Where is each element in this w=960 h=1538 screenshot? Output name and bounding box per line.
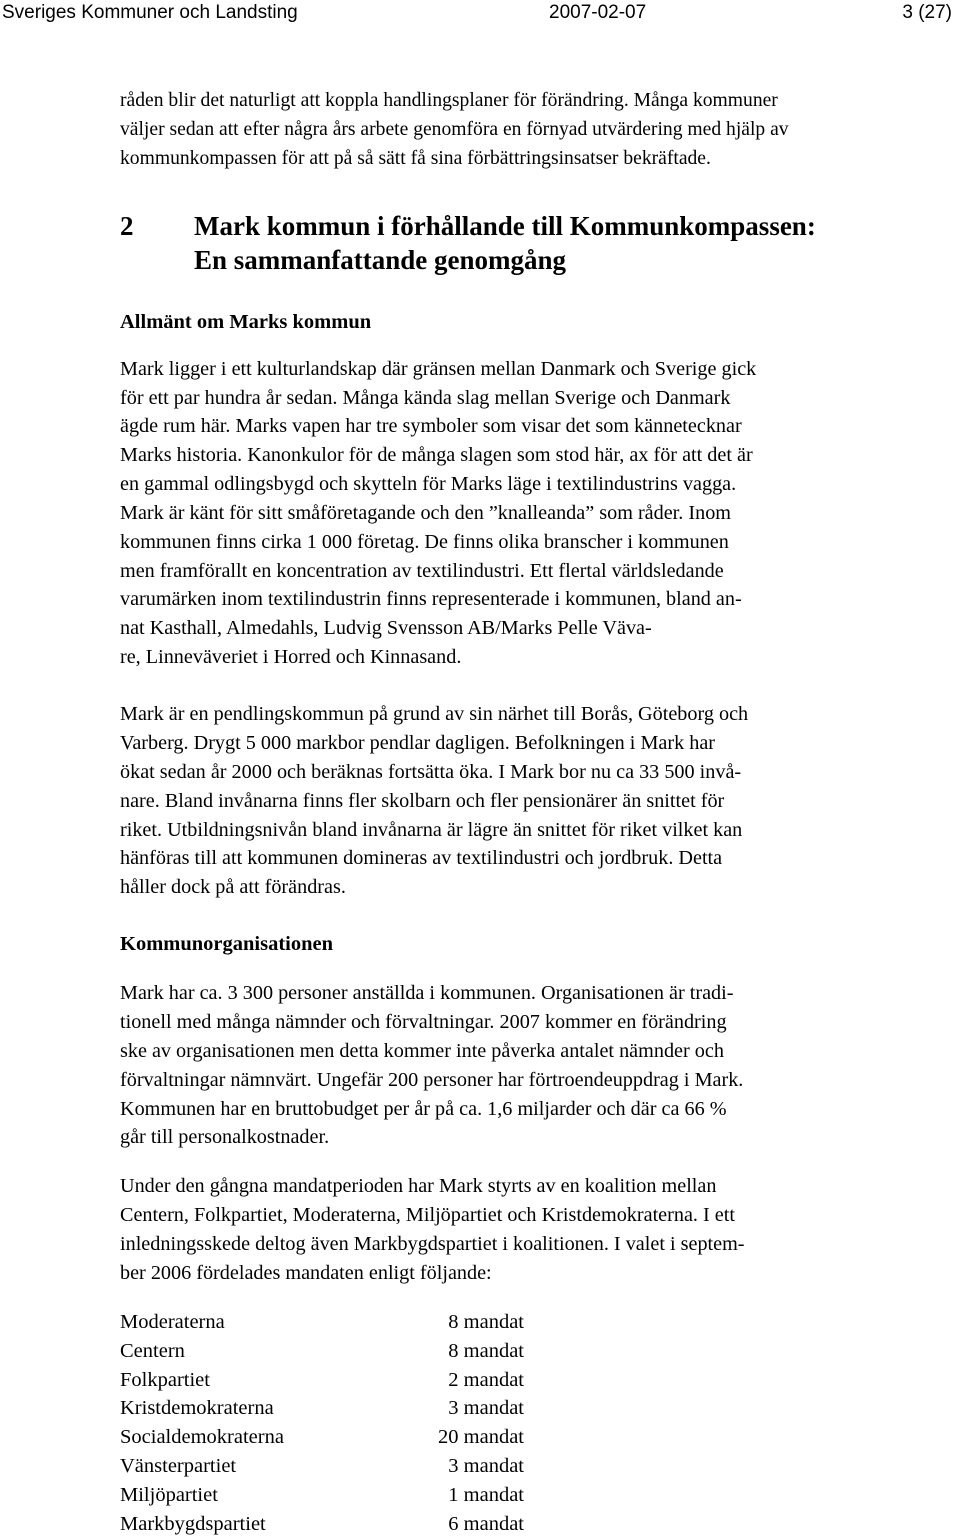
paragraph-line: ägde rum här. Marks vapen har tre symboler som visar det som kännetecknar	[120, 415, 742, 437]
paragraph-line: ökat sedan år 2000 och beräknas fortsätta öka. I Mark bor nu ca 33 500 invå-	[120, 761, 742, 783]
mandate-count: 6 mandat	[448, 1512, 524, 1535]
party-name: Centern	[120, 1339, 185, 1362]
paragraph-line: re, Linneväveriet i Horred och Kinnasand.	[120, 646, 462, 668]
party-name: Markbygdspartiet	[120, 1512, 266, 1535]
paragraph-line: nat Kasthall, Almedahls, Ludvig Svensson AB/Marks Pelle Väva-	[120, 617, 652, 639]
mandate-count: 8 mandat	[448, 1311, 524, 1333]
mandate-count: 20 mandat	[438, 1426, 524, 1449]
paragraph-line: Centern, Folkpartiet, Moderaterna, Miljöpartiet och Kristdemokraterna. I ett	[120, 1204, 735, 1226]
table-row	[120, 1394, 524, 1423]
party-name: Folkpartiet	[120, 1368, 210, 1391]
paragraph-line: för ett par hundra år sedan. Många kända slag mellan Sverige och Danmark	[120, 387, 731, 409]
mandate-count: 3 mandat	[448, 1397, 524, 1420]
mandate-count: 1 mandat	[448, 1483, 524, 1506]
paragraph-line: varumärken inom textilindustrin finns representerade i kommunen, bland an-	[120, 588, 742, 610]
section-title-line-1: Mark kommun i förhållande till Kommunkompassen:	[194, 211, 816, 241]
paragraph-line: Marks historia. Kanonkulor för de många slagen som stod här, ax för att det är	[120, 444, 753, 466]
paragraph-line: Mark är känt för sitt småföretagande och den ”knalleanda” som råder. Inom	[120, 502, 731, 524]
header-page-number: 3 (27)	[902, 2, 952, 23]
paragraph-line: Mark ligger i ett kulturlandskap där gränsen mellan Danmark och Sverige gick	[120, 358, 757, 380]
table-row	[120, 1308, 524, 1337]
paragraph-line: riket. Utbildningsnivån bland invånarna är lägre än snittet för riket vilket kan	[120, 819, 743, 841]
paragraph-line: tionell med många nämnder och förvaltningar. 2007 kommer en förändring	[120, 1011, 727, 1033]
subheading-general: Allmänt om Marks kommun	[120, 311, 372, 333]
paragraph-line: Kommunen har en bruttobudget per år på ca. 1,6 miljarder och där ca 66 %	[120, 1098, 727, 1120]
table-row	[120, 1366, 524, 1395]
paragraph-line: Under den gångna mandatperioden har Mark styrts av en koalition mellan	[120, 1175, 717, 1197]
mandate-count: 2 mandat	[448, 1368, 524, 1391]
paragraph-line: nare. Bland invånarna finns fler skolbarn och fler pensionärer än snittet för	[120, 790, 725, 812]
paragraph-line: ber 2006 fördelades mandaten enligt följande:	[120, 1262, 492, 1284]
paragraph-line: ske av organisationen men detta kommer inte påverka antalet nämnder och	[120, 1040, 724, 1062]
subheading-organization: Kommunorganisationen	[120, 933, 333, 955]
mandate-count: 8 mandat	[448, 1339, 524, 1362]
paragraph-line: kommunen finns cirka 1 000 företag. De finns olika branscher i kommunen	[120, 531, 729, 553]
paragraph-line: Varberg. Drygt 5 000 markbor pendlar dagligen. Befolkningen i Mark har	[120, 732, 715, 754]
paragraph-line: håller dock på att förändras.	[120, 876, 346, 898]
section-number: 2	[120, 211, 134, 241]
intro-line: kommunkompassen för att på så sätt få sina förbättringsinsatser bekräftade.	[120, 148, 711, 169]
paragraph-line: inledningsskede deltog även Markbygdspartiet i koalitionen. I valet i septem-	[120, 1233, 745, 1255]
intro-line: råden blir det naturligt att koppla handlingsplaner för förändring. Många kommuner	[120, 90, 778, 111]
table-row	[120, 1481, 524, 1510]
table-row	[120, 1423, 524, 1452]
party-name: Vänsterpartiet	[120, 1454, 237, 1477]
intro-line: väljer sedan att efter några års arbete genomföra en förnyad utvärdering med hjälp av	[120, 119, 789, 140]
party-name: Kristdemokraterna	[120, 1397, 274, 1420]
page-header	[0, 0, 960, 24]
paragraph-line: Mark är en pendlingskommun på grund av sin närhet till Borås, Göteborg och	[120, 703, 749, 725]
paragraph-line: Mark har ca. 3 300 personer anställda i kommunen. Organisationen är tradi-	[120, 982, 734, 1004]
mandate-count: 3 mandat	[448, 1454, 524, 1477]
paragraph-line: men framförallt en koncentration av textilindustri. Ett flertal världsledande	[120, 560, 724, 582]
paragraph-line: en gammal odlingsbygd och skytteln för Marks läge i textilindustrins vagga.	[120, 473, 737, 495]
section-title-line-2: En sammanfattande genomgång	[194, 245, 567, 275]
party-name: Socialdemokraterna	[120, 1426, 284, 1449]
paragraph-line: förvaltningar nämnvärt. Ungefär 200 personer har förtroendeuppdrag i Mark.	[120, 1069, 744, 1091]
table-row	[120, 1510, 524, 1538]
table-row	[120, 1337, 524, 1366]
header-date: 2007-02-07	[549, 2, 647, 23]
party-name: Moderaterna	[120, 1311, 225, 1333]
paragraph-line: hänföras till att kommunen domineras av textilindustri och jordbruk. Detta	[120, 847, 723, 869]
party-name: Miljöpartiet	[120, 1483, 218, 1506]
mandate-table	[120, 1308, 524, 1538]
paragraph-line: går till personalkostnader.	[120, 1126, 330, 1148]
header-organization: Sveriges Kommuner och Landsting	[2, 2, 298, 23]
table-row	[120, 1452, 524, 1481]
